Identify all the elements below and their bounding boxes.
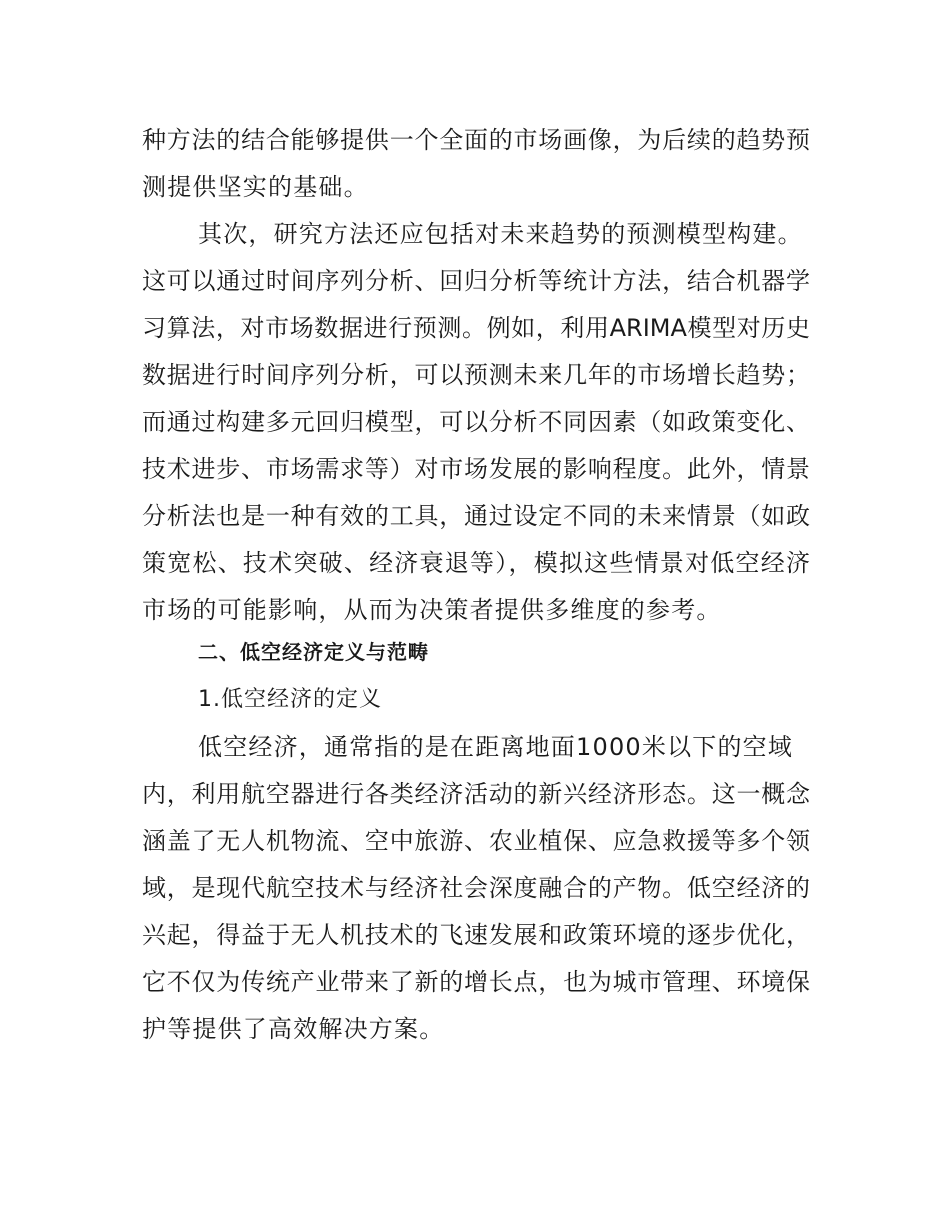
paragraph-line-1: 种方法的结合能够提供一个全面的市场画像，为后续的趋势预 xyxy=(142,126,810,154)
paragraph-line-14: 涵盖了无人机物流、空中旅游、农业植保、应急救援等多个领 xyxy=(142,827,810,855)
subsection-heading: 1.低空经济的定义 xyxy=(198,687,382,712)
paragraph-line-12: 低空经济，通常指的是在距离地面1000米以下的空域 xyxy=(198,733,794,761)
paragraph-line-7: 而通过构建多元回归模型，可以分析不同因素（如政策变化、 xyxy=(142,408,810,436)
paragraph-line-2: 测提供坚实的基础。 xyxy=(142,173,369,201)
paragraph-line-5: 习算法，对市场数据进行预测。例如，利用ARIMA模型对历史 xyxy=(142,314,810,342)
paragraph-line-4: 这可以通过时间序列分析、回归分析等统计方法，结合机器学 xyxy=(142,267,810,295)
paragraph-line-16: 兴起，得益于无人机技术的飞速发展和政策环境的逐步优化， xyxy=(142,921,810,949)
section-heading: 二、低空经济定义与范畴 xyxy=(198,640,429,664)
paragraph-line-9: 分析法也是一种有效的工具，通过设定不同的未来情景（如政 xyxy=(142,502,810,530)
paragraph-line-15: 域，是现代航空技术与经济社会深度融合的产物。低空经济的 xyxy=(142,874,810,902)
paragraph-line-11: 市场的可能影响，从而为决策者提供多维度的参考。 xyxy=(142,596,722,624)
paragraph-line-18: 护等提供了高效解决方案。 xyxy=(142,1015,445,1043)
paragraph-line-6: 数据进行时间序列分析，可以预测未来几年的市场增长趋势； xyxy=(142,361,810,389)
paragraph-line-8: 技术进步、市场需求等）对市场发展的影响程度。此外，情景 xyxy=(142,455,810,483)
paragraph-line-17: 它不仅为传统产业带来了新的增长点，也为城市管理、环境保 xyxy=(142,968,810,996)
paragraph-line-10: 策宽松、技术突破、经济衰退等），模拟这些情景对低空经济 xyxy=(142,549,810,577)
paragraph-line-13: 内，利用航空器进行各类经济活动的新兴经济形态。这一概念 xyxy=(142,780,810,808)
paragraph-line-3: 其次，研究方法还应包括对未来趋势的预测模型构建。 xyxy=(198,220,803,248)
